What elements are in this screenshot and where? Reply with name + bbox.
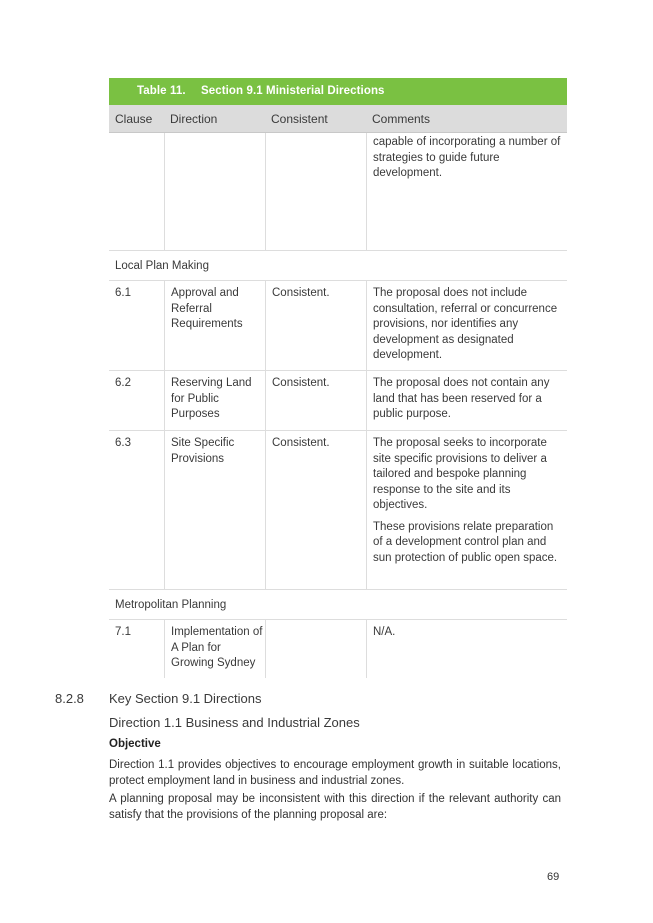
cell-direction [164, 133, 265, 250]
cell-consistent [265, 133, 366, 250]
cell-direction: Reserving Land for Public Purposes [164, 371, 265, 430]
table-caption-title: Section 9.1 Ministerial Directions [200, 85, 385, 97]
group-metropolitan-planning: Metropolitan Planning [109, 590, 567, 620]
group-local-plan-making: Local Plan Making [109, 251, 567, 281]
header-direction: Direction [170, 111, 218, 126]
header-clause: Clause [115, 111, 153, 126]
cell-comments [366, 431, 567, 589]
table-row [109, 281, 567, 371]
table-caption-number: Table 11. [137, 85, 186, 97]
table-row [109, 371, 567, 431]
cell-clause: 6.2 [115, 377, 131, 389]
objective-heading: Objective [109, 738, 161, 750]
section-number: 8.2.8 [55, 691, 84, 706]
cell-clause: 7.1 [115, 626, 131, 638]
cell-consistent [265, 620, 366, 678]
cell-direction: Site Specific Provisions [164, 431, 265, 589]
section-title: Key Section 9.1 Directions [109, 691, 262, 706]
cell-direction: Approval and Referral Requirements [164, 281, 265, 370]
cell-consistent: Consistent. [265, 431, 366, 589]
paragraph-inconsistency: A planning proposal may be inconsistent with this direction if the relevant authority can satisfy that the provisions of the planning proposal are: [109, 793, 561, 821]
cell-consistent: Consistent. [265, 371, 366, 430]
cell-comments [366, 620, 567, 678]
section-subtitle: Direction 1.1 Business and Industrial Zones [109, 715, 360, 730]
cell-consistent: Consistent. [265, 281, 366, 370]
comment-text: capable of incorporating a number of strategies to guide future development. [373, 136, 561, 179]
table-row [109, 431, 567, 590]
cell-comments [366, 371, 567, 430]
comment-text: The proposal does not contain any land that has been reserved for a public purpose. [373, 377, 550, 420]
table-row-continuation [109, 133, 567, 251]
table-row [109, 620, 567, 678]
table-header-row [109, 105, 567, 133]
ministerial-directions-table [109, 78, 567, 678]
page-number: 69 [547, 871, 560, 883]
cell-comments [366, 133, 567, 250]
cell-clause [109, 133, 164, 250]
header-comments: Comments [372, 111, 431, 126]
cell-clause: 6.3 [115, 437, 131, 449]
comment-text: N/A. [373, 626, 396, 638]
table-caption [109, 78, 567, 105]
header-consistent: Consistent [271, 111, 328, 126]
cell-clause: 6.1 [115, 287, 131, 299]
cell-direction: Implementation of A Plan for Growing Sydney [164, 620, 265, 678]
comment-text: The proposal does not include consultation, referral or concurrence provisions, nor identifies any development as designated development. [373, 287, 558, 361]
comment-text: These provisions relate preparation of a development control plan and sun protection of public open space. [373, 520, 558, 564]
paragraph-objective: Direction 1.1 provides objectives to encourage employment growth in suitable locations, protect employment land in business and industrial zones. [109, 759, 561, 787]
cell-comments [366, 281, 567, 370]
comment-text: The proposal seeks to incorporate site specific provisions to deliver a tailored and bespoke planning response to the site and its objectives. [373, 437, 547, 511]
